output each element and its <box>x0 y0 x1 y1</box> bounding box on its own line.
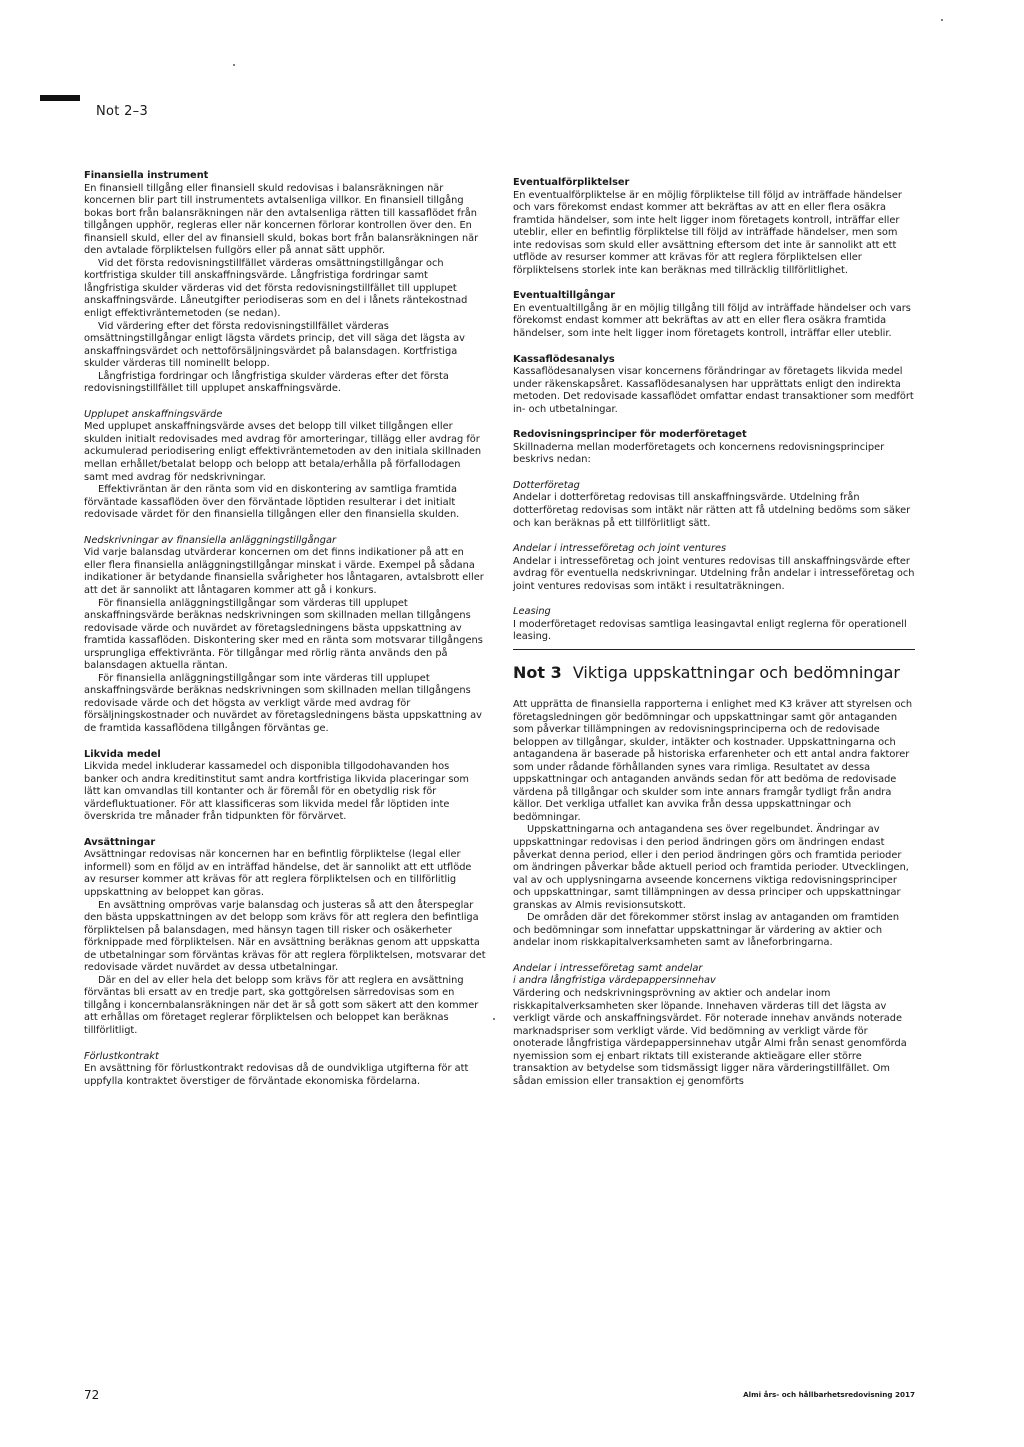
subsection-heading: i andra långfristiga värdepappersinnehav <box>513 975 716 987</box>
paragraph: I moderföretaget redovisas samtliga leasingavtal enligt reglerna för operationell leasing. <box>513 618 907 643</box>
subsection-heading: Dotterföretag <box>513 479 580 491</box>
right-column-top-sections <box>513 177 915 644</box>
section-heading: Avsättningar <box>84 836 156 848</box>
paragraph: Vid det första redovisningstillfället värderas omsättningstillgångar och kortfristiga skulder till anskaffningsvärde. Långfristiga fordringar samt långfristiga skulder värderas vid det första redovisningstillfället till upplupet anskaffningsvärde. Låneutgifter periodiseras som en del i lånets räntekostnad enligt effektivräntemetoden (se nedan). <box>84 257 468 320</box>
left-column <box>84 170 486 1088</box>
paragraph: Andelar i dotterföretag redovisas till anskaffningsvärde. Utdelning från dotterföretag redovisas som intäkt när rätten att få utdelning bedöms som säker och kan beräknas på ett tillförlitligt sätt. <box>513 492 911 529</box>
section-spacer <box>84 522 486 535</box>
section-spacer <box>513 950 915 963</box>
subsection-heading: Andelar i intresseföretag och joint ventures <box>513 543 727 555</box>
right-column-note-3-text <box>513 699 915 1088</box>
paragraph: Avsättningar redovisas när koncernen har en befintlig förpliktelse (legal eller informell) som en följd av en inträffad händelse, det är sannolikt att ett utflöde av resurser kommer att krävas för att reglera förpliktelsen och en tillförlitlig uppskattning av beloppet kan göras. <box>84 849 472 898</box>
paragraph: Värdering och nedskrivningsprövning av aktier och andelar inom riskkapitalverksamheten sker löpande. Innehaven värderas till det lägsta av verkligt värde och anskaffningsvärdet. För noterade innehav används noterade marknadspriser som verkligt värde. Vid bedömning av verkligt värde för onoterade långfristiga värdepappersinnehav utgår Almi från senast genomförda nyemission som ej enbart riktats till existerande aktieägare eller större transaktion av betydelse som tidsmässigt ligger nära värderingstillfället. Om sådan emission eller transaktion ej genomförts <box>513 987 907 1087</box>
paragraph: En avsättning omprövas varje balansdag och justeras så att den återspeglar den bästa uppskattningen av det belopp som krävs för att reglera den befintliga förpliktelsen på balansdagen, med hänsyn tagen till risker och osäkerheter förknippade med förpliktelsen. När en avsättning beräknas genom att uppskatta de utbetalningar som förväntas krävas för att reglera förpliktelsen, motsvarar det redovisade värdet nuvärdet av dessa utbetalningar. <box>84 899 486 974</box>
note-3-number: Not 3 <box>513 662 562 682</box>
scan-speck <box>941 19 943 21</box>
section-heading: Likvida medel <box>84 748 161 760</box>
paragraph: Likvida medel inkluderar kassamedel och disponibla tillgodohavanden hos banker och andra kreditinstitut samt andra kortfristiga likvida placeringar som lätt kan omvandlas till kontanter och är föremål för en obetydlig risk för värdefluktuationer. För att klassificeras som likvida medel får löptiden inte överskrida tre månader från tidpunkten för förvärvet. <box>84 761 469 823</box>
paragraph: Där en del av eller hela det belopp som krävs för att reglera en avsättning förväntas bli ersatt av en tredje part, ska gottgörelsen särredovisas som en tillgång i koncernbalansräkningen när det är så gott som säkert att den kommer att erhållas om företaget reglerar förpliktelsen och beloppet kan beräknas tillförlitligt. <box>84 974 479 1036</box>
paragraph: Effektivräntan är den ränta som vid en diskontering av samtliga framtida förväntade kassaflöden över den förväntade löptiden resulterar i det initialt redovisade värdet för den finansiella tillgången eller den finansiella skulden. <box>84 484 460 521</box>
paragraph: Uppskattningarna och antagandena ses över regelbundet. Ändringar av uppskattningar redovisas i den period ändringen görs om ändringen endast påverkat denna period, eller i den period ändringen görs och framtida perioder om ändringen påverkar både aktuell period och framtida perioder. Utvecklingen, val av och upplysningarna avseende koncernens viktiga redovisningsprinciper och uppskattningar, samt tillämpningen av dessa principer och uppskattningar granskas av Almis revisionsutskott. <box>513 824 909 911</box>
paragraph: Långfristiga fordringar och långfristiga skulder värderas efter det första redovisningstillfället till upplupet anskaffningsvärde. <box>84 370 449 395</box>
note-range-label: Not 2–3 <box>96 104 149 119</box>
scan-speck <box>233 64 235 66</box>
section-heading: Kassaflödesanalys <box>513 353 615 365</box>
paragraph: Vid värdering efter det första redovisningstillfället värderas omsättningstillgångar enligt lägsta värdets princip, det vill säga det lägsta av anskaffningsvärdet och nettoförsäljningsvärdet på balansdagen. Kortfristiga skulder värderas till nominellt belopp. <box>84 320 465 370</box>
paragraph: Vid varje balansdag utvärderar koncernen om det finns indikationer på att en eller flera finansiella anläggningstillgångar minskat i värde. Exempel på sådana indikationer är betydande finansiella svårigheter hos låntagaren, avtalsbrott eller att det är sannolikt att låntagaren kommer att gå i konkurs. <box>84 547 484 596</box>
paragraph: Kassaflödesanalysen visar koncernens förändringar av företagets likvida medel under räkenskapsåret. Kassaflödesanalysen har upprättats enligt den indirekta metoden. Det redovisade kassaflödet omfattar endast transaktioner som medfört in- och utbetalningar. <box>513 366 914 415</box>
section-heading: Redovisningsprinciper för moderföretaget <box>513 429 747 441</box>
section-spacer <box>84 1038 486 1051</box>
section-spacer <box>84 824 486 837</box>
paragraph: Andelar i intresseföretag och joint ventures redovisas till anskaffningsvärde efter avdrag för eventuella nedskrivningar. Utdelning från andelar i intresseföretag och joint ventures redovisas som intäkt i resultaträkningen. <box>513 555 915 592</box>
paragraph: En eventualförpliktelse är en möjlig förpliktelse till följd av inträffade händelser och vars förekomst endast kommer att bekräftas av att en eller flera osäkra framtida händelser, som inte helt ligger inom företagets kontroll, inträffar eller uteblir, eller en befintlig förpliktelse till följd av inträffade händelser, men som inte redovisas som skuld eller avsättning eftersom det inte är sannolikt att ett utflöde av resurser kommer att krävas för att reglera förpliktelsen eller förpliktelsens storlek inte kan beräknas med tillräcklig tillförlitlighet. <box>513 189 902 276</box>
section-spacer <box>84 396 486 409</box>
paragraph: Att upprätta de finansiella rapporterna i enlighet med K3 kräver att styrelsen och företagsledningen gör bedömningar och uppskattningar samt gör antaganden som påverkar tillämpningen av redovisningsprinciperna och de redovisade beloppen av tillgångar, skulder, intäkter och kostnader. Uppskattningarna och antagandena är baserade på historiska erfarenheter och ett antal andra faktorer som under rådande förhållanden synes vara rimliga. Resultatet av dessa uppskattningar och antaganden används sedan för att bedöma de redovisade värdena på tillgångar och skulder som inte annars framgår tydligt från andra källor. Det verkliga utfallet kan avvika från dessa uppskattningar och bedömningar. <box>513 698 913 823</box>
note-3-title: Viktiga uppskattningar och bedömningar <box>572 662 900 682</box>
section-divider <box>513 649 915 650</box>
paragraph: De områden där det förekommer störst inslag av antaganden om framtiden och bedömningar som innefattar uppskattningar är värdering av aktier och andelar inom riskkapitalverksamheten samt av låneforbringarna. <box>513 912 900 949</box>
paragraph: En eventualtillgång är en möjlig tillgång till följd av inträffade händelser och vars förekomst endast kommer att bekräftas av att en eller flera osäkra framtida händelser, som inte helt ligger inom företagets kontroll, inträffar eller uteblir. <box>513 302 911 340</box>
section-heading: Finansiella instrument <box>84 170 209 181</box>
note-3-heading <box>513 663 915 683</box>
subsection-heading: Leasing <box>513 606 551 618</box>
subsection-heading: Andelar i intresseföretag samt andelar <box>513 962 703 974</box>
page-number: 72 <box>84 1388 100 1402</box>
subsection-heading: Upplupet anskaffningsvärde <box>84 408 223 420</box>
paragraph: Med upplupet anskaffningsvärde avses det belopp till vilket tillgången eller skulden initialt redovisades med avdrag för amorteringar, tillägg eller avdrag för ackumulerad periodisering enligt effektivräntemetoden av den initiala skillnaden mellan erhållet/betalat belopp och belopp att betala/erhålla på förfallodagen samt med avdrag för nedskrivningar. <box>84 421 482 483</box>
right-column <box>513 177 915 1088</box>
paragraph: För finansiella anläggningstillgångar som inte värderas till upplupet anskaffningsvärde beräknas nedskrivningen som skillnaden mellan tillgångens redovisade värde och det högsta av verkligt värde med avdrag för försäljningskostnader och nuvärdet av företagsledningens bästa uppskattning av de framtida kassaflödena tillgången förväntas ge. <box>84 672 482 734</box>
section-spacer <box>513 467 915 480</box>
paragraph: Skillnaderna mellan moderföretagets och koncernens redovisningsprinciper beskrivs nedan: <box>513 441 885 466</box>
subsection-heading: Förlustkontrakt <box>84 1050 159 1062</box>
subsection-heading: Nedskrivningar av finansiella anläggningstillgångar <box>84 534 337 546</box>
section-spacer <box>513 341 915 354</box>
section-spacer <box>513 593 915 606</box>
paragraph: För finansiella anläggningstillgångar som värderas till upplupet anskaffningsvärde beräknas nedskrivningen som skillnaden mellan tillgångens redovisade värde och nuvärdet av företagsledningens bästa uppskattning av framtida kassaflöden. Diskontering sker med en ränta som motsvarar tillgångens ursprungliga effektivränta. För tillgångar med rörlig ränta används den på balansdagen aktuella räntan. <box>84 597 483 672</box>
report-title: Almi års- och hållbarhetsredovisning 2017 <box>743 1390 915 1399</box>
section-spacer <box>513 416 915 429</box>
section-spacer <box>513 530 915 543</box>
section-heading: Eventualtillgångar <box>513 290 616 302</box>
paragraph: En avsättning för förlustkontrakt redovisas då de oundvikliga utgifterna för att uppfylla kontraktet överstiger de förväntade ekonomiska fördelarna. <box>84 1063 469 1087</box>
scan-speck <box>493 1018 495 1020</box>
section-heading: Eventualförpliktelser <box>513 177 630 188</box>
section-spacer <box>84 736 486 749</box>
paragraph: En finansiell tillgång eller finansiell skuld redovisas i balansräkningen när koncernen blir part till instrumentets avtalsenliga villkor. En finansiell tillgång bokas bort från balansräkningen när den avtalsenliga rätten till kassaflödet från tillgången upphör, regleras eller när koncernen förlorar kontrollen över den. En finansiell skuld, eller del av finansiell skuld, bokas bort från balansräkningen när den avtalade förpliktelsen fullgörs eller på annat sätt upphör. <box>84 182 479 257</box>
section-spacer <box>513 277 915 290</box>
header-bar <box>40 95 80 101</box>
